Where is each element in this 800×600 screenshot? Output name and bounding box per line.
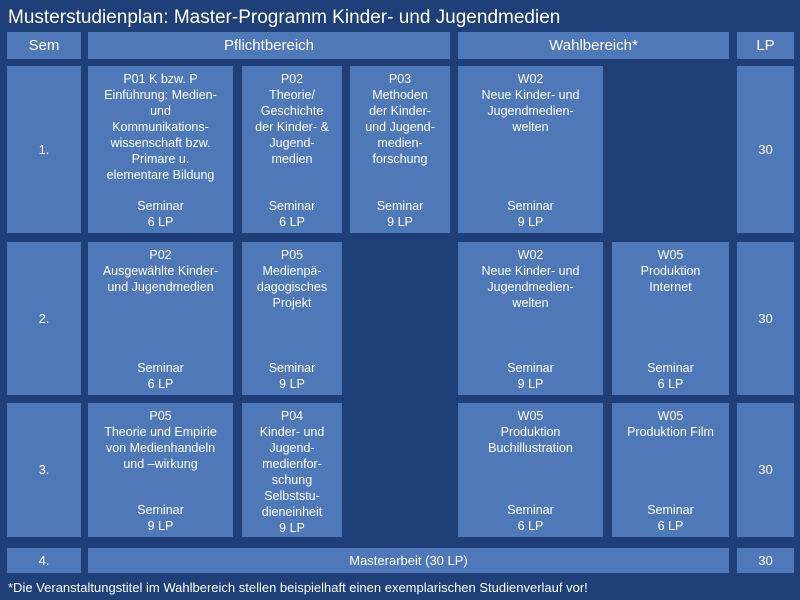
semester-3-label: 3. bbox=[7, 403, 81, 537]
course-title: P02 Ausgewählte Kinder- und Jugendmedien bbox=[102, 248, 219, 294]
course-w05-internet bbox=[612, 242, 729, 395]
semester-4-lp: 30 bbox=[737, 548, 794, 573]
footnote: *Die Veranstaltungstitel im Wahlbereich stellen beispielhaft einen exemplarischen Studienverlauf vor! bbox=[8, 580, 588, 595]
course-p03 bbox=[350, 66, 450, 233]
course-title: W05 Produktion Film bbox=[627, 409, 714, 439]
course-footer: Seminar 9 LP bbox=[268, 361, 316, 391]
course-title: W05 Produktion Internet bbox=[640, 248, 701, 294]
course-title: P05 Theorie und Empirie von Medienhandeln und –wirkung bbox=[104, 409, 217, 471]
semester-4-label: 4. bbox=[7, 548, 81, 573]
course-footer: Seminar 6 LP bbox=[137, 361, 184, 391]
course-title: P01 K bzw. P Einführung: Medien- und Kommunikations- wissenschaft bzw. Primare u. elementare Bildung bbox=[104, 72, 217, 182]
course-w05-buchillustration bbox=[458, 403, 603, 537]
course-title: W02 Neue Kinder- und Jugendmedien- welten bbox=[481, 72, 580, 134]
course-title: W02 Neue Kinder- und Jugendmedien- welten bbox=[481, 248, 580, 310]
course-footer: Seminar 6 LP bbox=[647, 361, 694, 391]
semester-3-lp: 30 bbox=[737, 403, 794, 537]
semester-2-label: 2. bbox=[7, 242, 81, 395]
course-title: P05 Medienpä- dagogisches Projekt bbox=[256, 248, 328, 310]
header-sem: Sem bbox=[7, 32, 81, 59]
masterarbeit: Masterarbeit (30 LP) bbox=[88, 548, 729, 573]
course-footer: Seminar 6 LP bbox=[507, 503, 554, 533]
course-footer: Seminar 9 LP bbox=[507, 361, 554, 391]
course-title: W05 Produktion Buchillustration bbox=[488, 409, 573, 455]
course-footer: Seminar 9 LP bbox=[137, 503, 184, 533]
course-p04 bbox=[242, 403, 342, 537]
header-pflichtbereich: Pflichtbereich bbox=[88, 32, 450, 59]
course-p05-projekt bbox=[242, 242, 342, 395]
course-p01 bbox=[88, 66, 233, 233]
course-footer: Seminar 9 LP bbox=[376, 199, 424, 229]
semester-1-label: 1. bbox=[7, 66, 81, 233]
semester-1-lp: 30 bbox=[737, 66, 794, 233]
header-wahlbereich: Wahlbereich* bbox=[458, 32, 729, 59]
course-footer: Seminar 6 LP bbox=[137, 199, 184, 229]
semester-2-lp: 30 bbox=[737, 242, 794, 395]
course-footer: Seminar 6 LP bbox=[647, 503, 694, 533]
course-w05-film bbox=[612, 403, 729, 537]
course-title: P03 Methoden der Kinder- und Jugend- medien- forschung bbox=[365, 72, 435, 166]
course-footer: Seminar 6 LP bbox=[268, 199, 316, 229]
course-p05-theorie bbox=[88, 403, 233, 537]
course-title: P02 Theorie/ Geschichte der Kinder- & Jugend- medien bbox=[255, 72, 329, 166]
page-title: Musterstudienplan: Master-Programm Kinder- und Jugendmedien bbox=[8, 7, 561, 28]
header-lp: LP bbox=[737, 32, 794, 59]
course-footer: Seminar 9 LP bbox=[507, 199, 554, 229]
course-p02-theorie bbox=[242, 66, 342, 233]
course-w02-sem2 bbox=[458, 242, 603, 395]
course-w02-sem1 bbox=[458, 66, 603, 233]
course-p02-ausgewaehlte bbox=[88, 242, 233, 395]
course-title: P04 Kinder- und Jugend- medienfor- schung Selbststu- dieneinheit 9 LP bbox=[259, 409, 325, 535]
